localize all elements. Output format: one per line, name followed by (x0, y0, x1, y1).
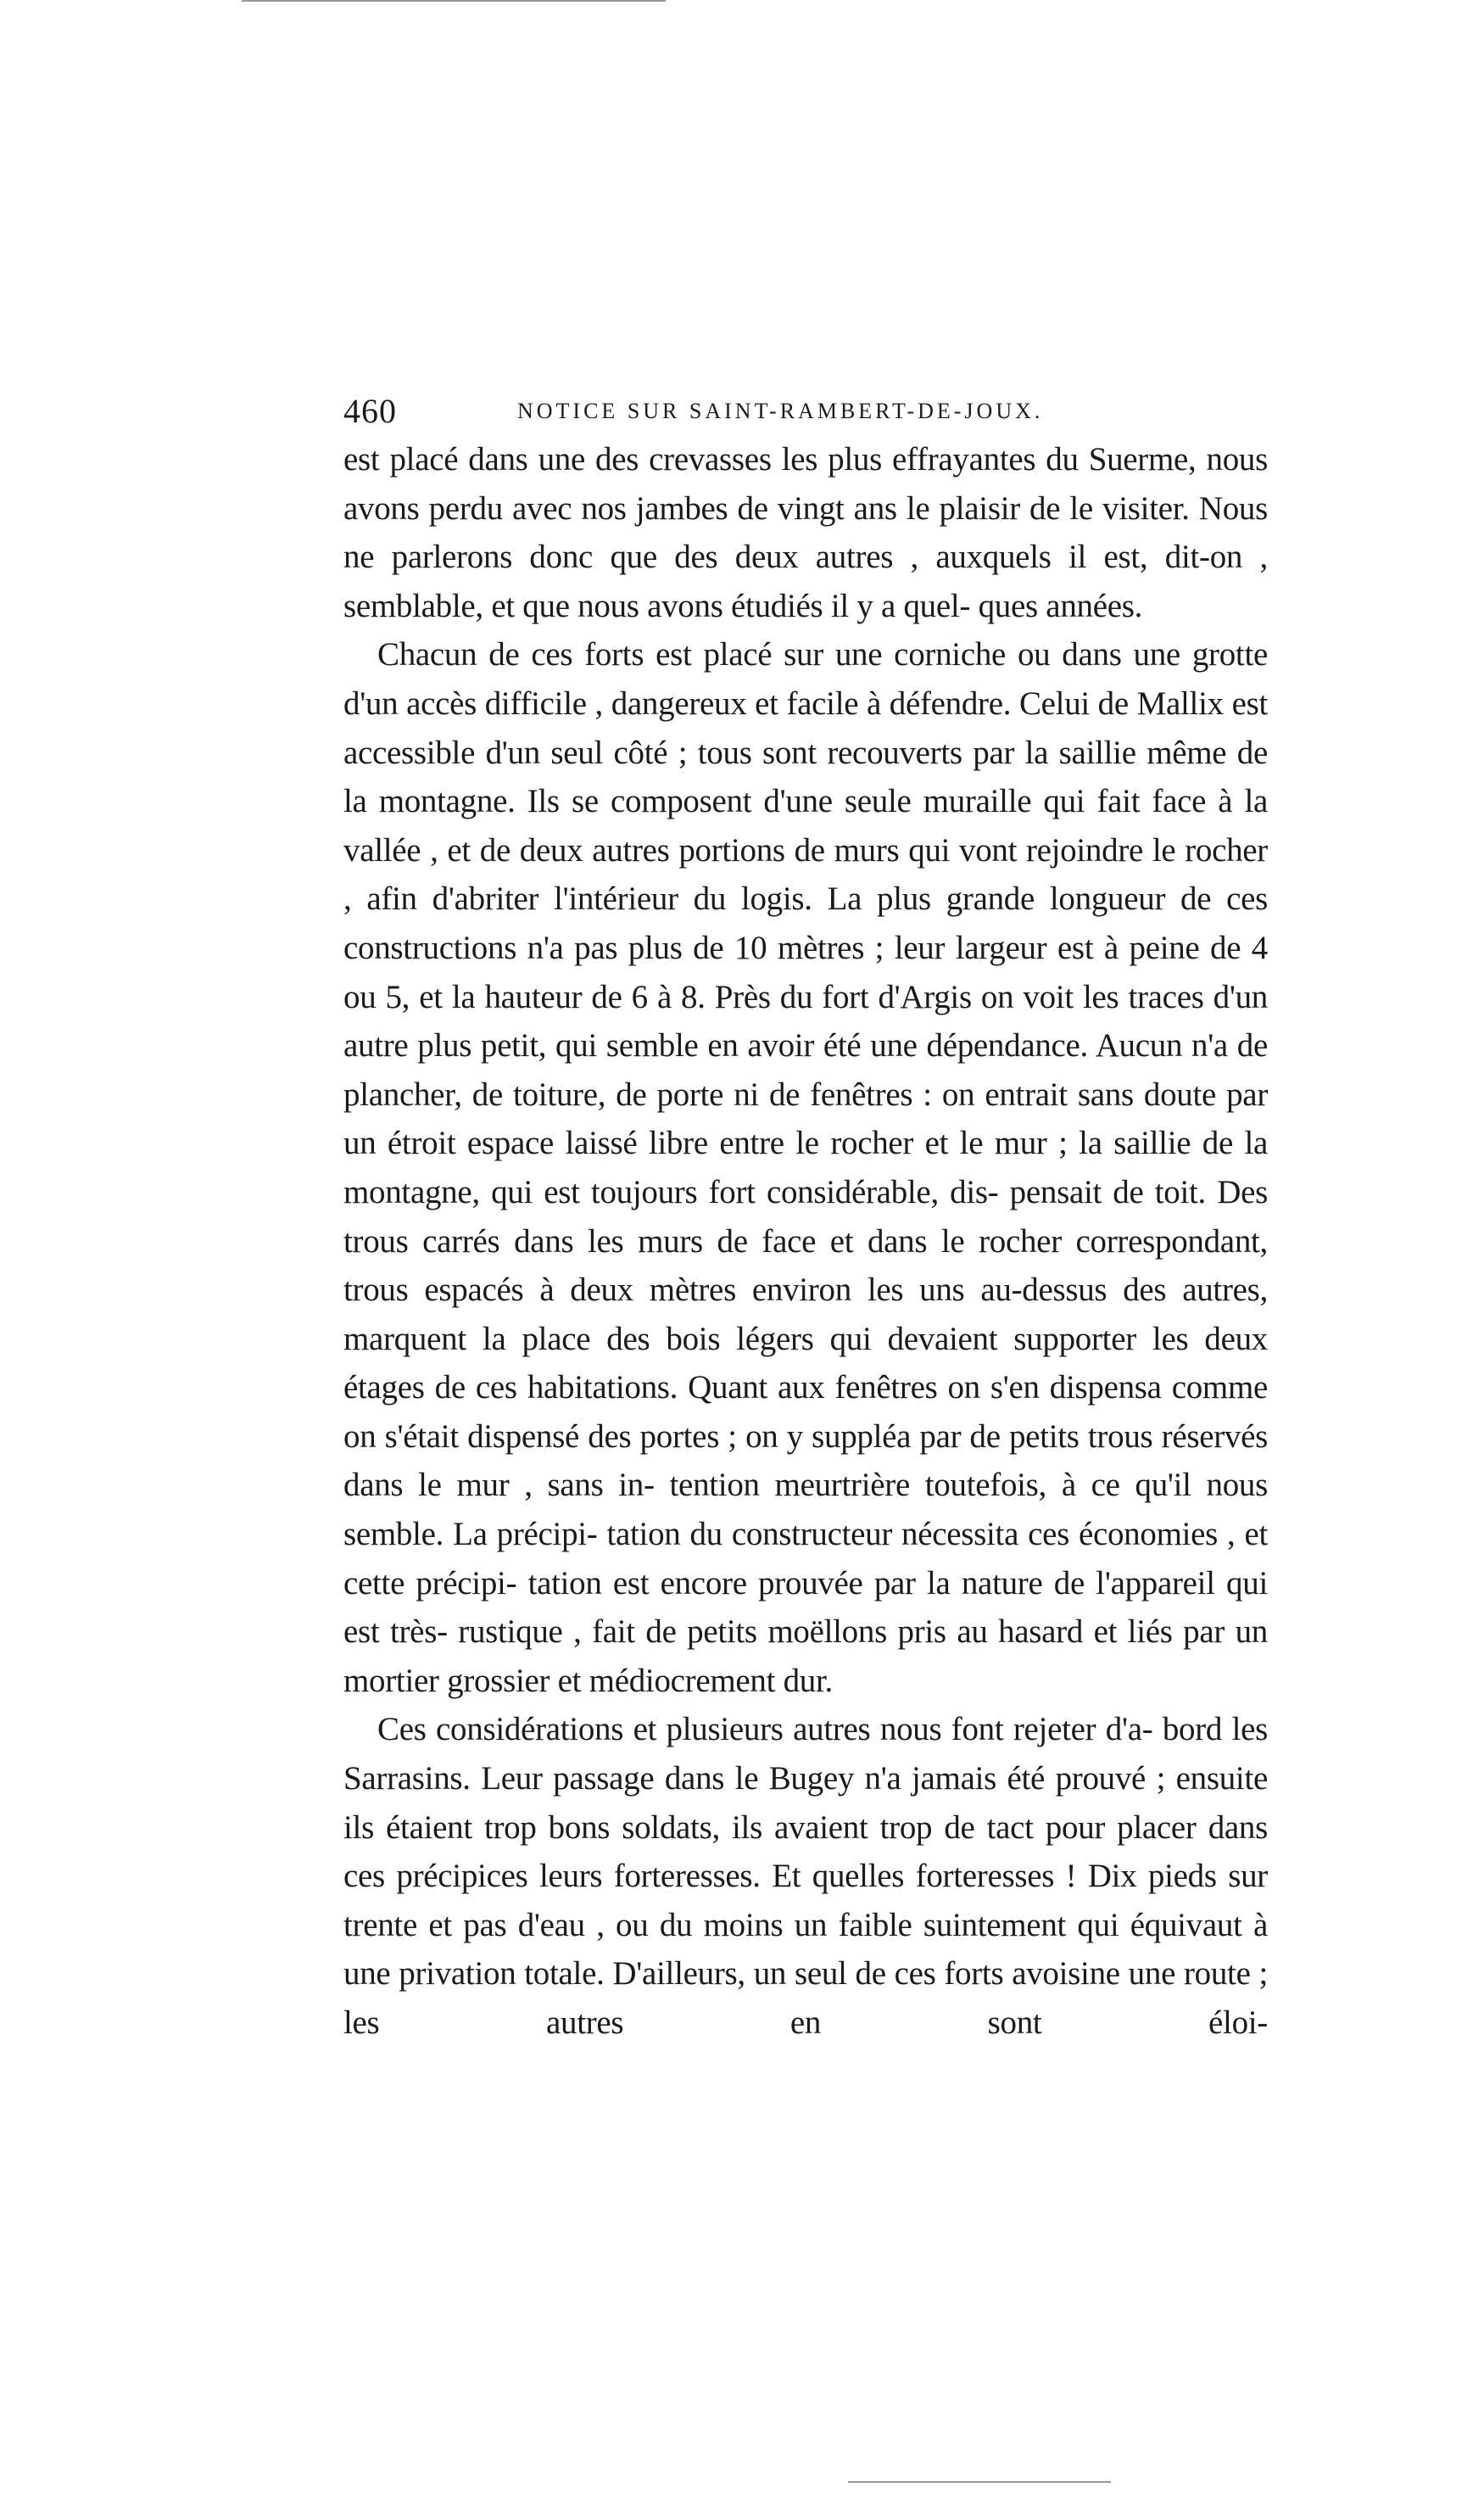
page-header (343, 386, 1268, 437)
body-text (343, 435, 1268, 2048)
running-title: NOTICE SUR SAINT-RAMBERT-DE-JOUX. (517, 399, 1044, 423)
paragraph-forts-description: Chacun de ces forts est placé sur une corniche ou dans une grotte d'un accès difficile , dangereux et facile à défendre. Celui de Mallix est accessible d'un seul côté ; tous sont recouverts par la saillie même de la montagne. Ils se composent d'une seule muraille qui fait face à la vallée , et de deux autres portions de murs qui vont rejoindre le rocher , afin d'abriter l'intérieur du logis. La plus grande longueur de ces constructions n'a pas plus de 10 mètres ; leur largeur est à peine de 4 ou 5, et la hauteur de 6 à 8. Près du fort d'Argis on voit les traces d'un autre plus petit, qui semble en avoir été une dépendance. Aucun n'a de plancher, de toiture, de porte ni de fenêtres : on entrait sans doute par un étroit espace laissé libre entre le rocher et le mur ; la saillie de la montagne, qui est toujours fort considérable, dis- pensait de toit. Des trous carrés dans les murs de face et dans le rocher correspondant, trous espacés à deux mètres environ les uns au-dessus des autres, marquent la place des bois légers qui devaient supporter les deux étages de ces habitations. Quant aux fenêtres on s'en dispensa comme on s'était dispensé des portes ; on y suppléa par de petits trous réservés dans le mur , sans in- tention meurtrière toutefois, à ce qu'il nous semble. La précipi- tation du constructeur nécessita ces économies , et cette précipi- tation est encore prouvée par la nature de l'appareil qui est très- rustique , fait de petits moëllons pris au hasard et liés par un mortier grossier et médiocrement dur. (343, 636, 1268, 1699)
page-number: 460 (343, 392, 397, 430)
paragraph-continued: est placé dans une des crevasses les plus effrayantes du Suerme, nous avons perdu avec nos jambes de vingt ans le plaisir de le visiter. Nous ne parlerons donc que des deux autres , auxquels il est, dit-on , semblable, et que nous avons étudiés il y a quel- ques années. (343, 441, 1268, 624)
paragraph-sarrasins: Ces considérations et plusieurs autres nous font rejeter d'a- bord les Sarrasins. Leur passage dans le Bugey n'a jamais été prouvé ; ensuite ils étaient trop bons soldats, ils avaient trop de tact pour placer dans ces précipices leurs forteresses. Et quelles forteresses ! Dix pieds sur trente et pas d'eau , ou du moins un faible suintement qui équivaut à une privation totale. D'ailleurs, un seul de ces forts avoisine une route ; les autres en sont éloi- (343, 1711, 1268, 2041)
scan-artifact-bottom (848, 2481, 1111, 2483)
scan-artifact-top (242, 0, 666, 2)
